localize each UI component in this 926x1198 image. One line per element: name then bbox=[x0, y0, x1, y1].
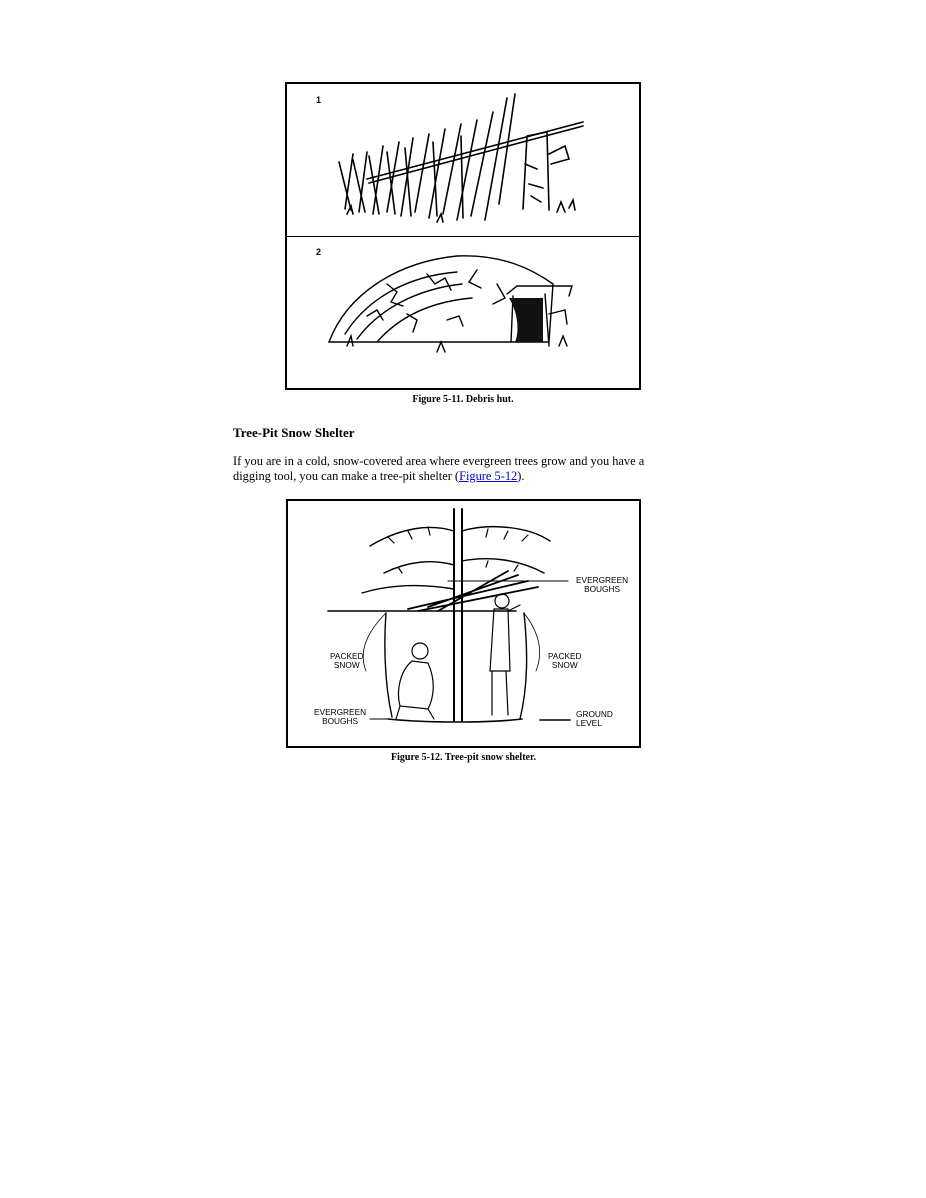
label-packed-snow-left: PACKED SNOW bbox=[330, 651, 364, 670]
figure-debris-hut bbox=[285, 82, 641, 390]
figure-5-12-caption: Figure 5-12. Tree-pit snow shelter. bbox=[391, 752, 536, 763]
debris-hut-covered-illustration bbox=[287, 84, 639, 388]
figure-5-11-caption: Figure 5-11. Debris hut. bbox=[412, 394, 514, 405]
paragraph-text-end: ). bbox=[517, 469, 525, 483]
label-ground-level: GROUND LEVEL bbox=[576, 709, 613, 728]
paragraph-text: If you are in a cold, snow-covered area where evergreen trees grow and you have a digging tool, you can make a tree-pit shelter ( bbox=[233, 454, 645, 483]
label-evergreen-boughs-top: EVERGREEN BOUGHS bbox=[576, 575, 629, 594]
figure-tree-pit-shelter bbox=[286, 499, 641, 748]
section-paragraph bbox=[233, 454, 673, 484]
label-evergreen-boughs-bottom: EVERGREEN BOUGHS bbox=[314, 707, 367, 726]
section-heading: Tree-Pit Snow Shelter bbox=[233, 425, 355, 440]
label-packed-snow-right: PACKED SNOW bbox=[548, 651, 582, 670]
figure-5-12-link[interactable]: Figure 5-12 bbox=[459, 469, 518, 483]
panel-label-1: 1 bbox=[316, 95, 322, 105]
panel-label-2: 2 bbox=[316, 247, 322, 257]
